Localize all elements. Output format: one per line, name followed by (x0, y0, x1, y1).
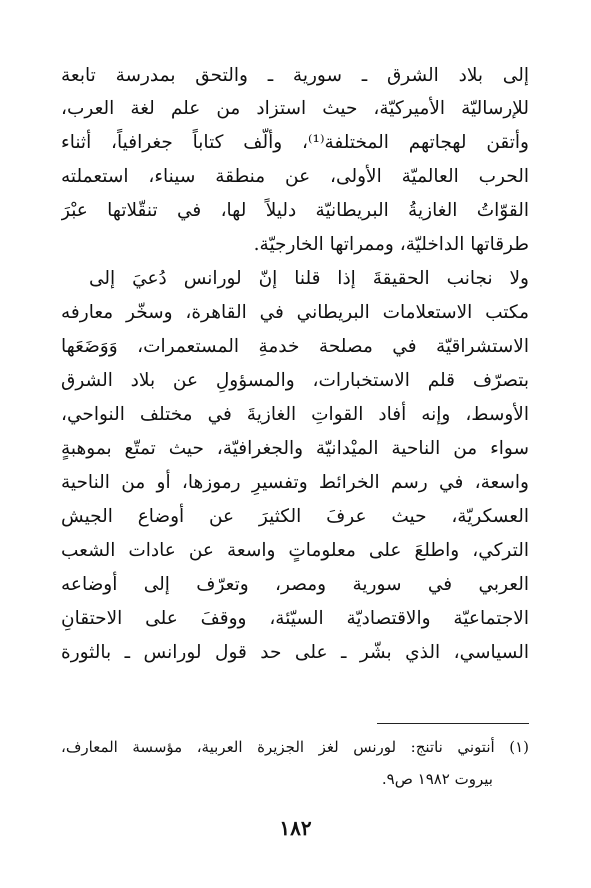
paragraph-line: سواء من الناحية الميْدانيّة والجغرافيّة، حيث تمتّع بموهبةٍ (61, 438, 529, 459)
paragraph-line: واسعة، في رسم الخرائط وتفسيرِ رموزها، أو من الناحية (61, 472, 529, 493)
paragraph-line: الاستشراقيّة في مصلحة خدمةِ المستعمرات، وَوَضَعَها (61, 336, 529, 357)
footnote-line: (١) أنتوني ناتنج: لورنس لغز الجزيرة العربية، مؤسسة المعارف، (61, 738, 529, 756)
paragraph-line: التركي، واطلعَ على معلوماتٍ واسعة عن عادات الشعب (61, 540, 529, 561)
paragraph-line: العربي في سورية ومصر، وتعرّف إلى أوضاعه (61, 574, 529, 595)
footnote-separator (377, 723, 529, 724)
paragraph-line: للإرساليّة الأميركيّة، حيث استزاد من علم لغة العرب، (61, 98, 529, 119)
paragraph-line: الاجتماعيّة والاقتصاديّة السيّئة، ووقفَ على الاحتقانِ (61, 608, 529, 629)
paragraph-line: مكتب الاستعلامات البريطاني في القاهرة، وسخّر معارفه (61, 302, 529, 323)
paragraph-line: ولا نجانب الحقيقةَ إذا قلنا إنّ لورانس دُعيَ إلى (89, 268, 529, 289)
page-number: ١٨٢ (279, 816, 312, 840)
paragraph-line: طرقاتها الداخليّة، وممراتها الخارجيّة. (253, 234, 529, 255)
paragraph-line: الحرب العالميّة الأولى، عن منطقة سيناء، استعملته (61, 166, 529, 187)
paragraph-line: وأتقن لهجاتهم المختلفة⁽¹⁾، وألّف كتاباً جغرافياً، أثناء (61, 132, 529, 153)
paragraph-line: الأوسط، وإنه أفاد القواتِ الغازيةَ في مختلف النواحي، (61, 404, 529, 425)
paragraph-line: إلى بلاد الشرق ـ سورية ـ والتحق بمدرسة تابعة (61, 65, 529, 86)
footnote-line: بيروت ١٩٨٢ ص٩. (381, 770, 493, 788)
paragraph-line: القوّاتُ الغازيةُ البريطانيّة دليلاً لها، في تنقّلاتها عبْرَ (61, 200, 529, 221)
paragraph-line: العسكريّة، حيث عرفَ الكثيرَ عن أوضاع الجيش (61, 506, 529, 527)
paragraph-line: بتصرّف قلم الاستخبارات، والمسؤولِ عن بلاد الشرق (61, 370, 529, 391)
paragraph-line: السياسي، الذي بشّر ـ على حد قول لورانس ـ بالثورة (61, 642, 529, 663)
